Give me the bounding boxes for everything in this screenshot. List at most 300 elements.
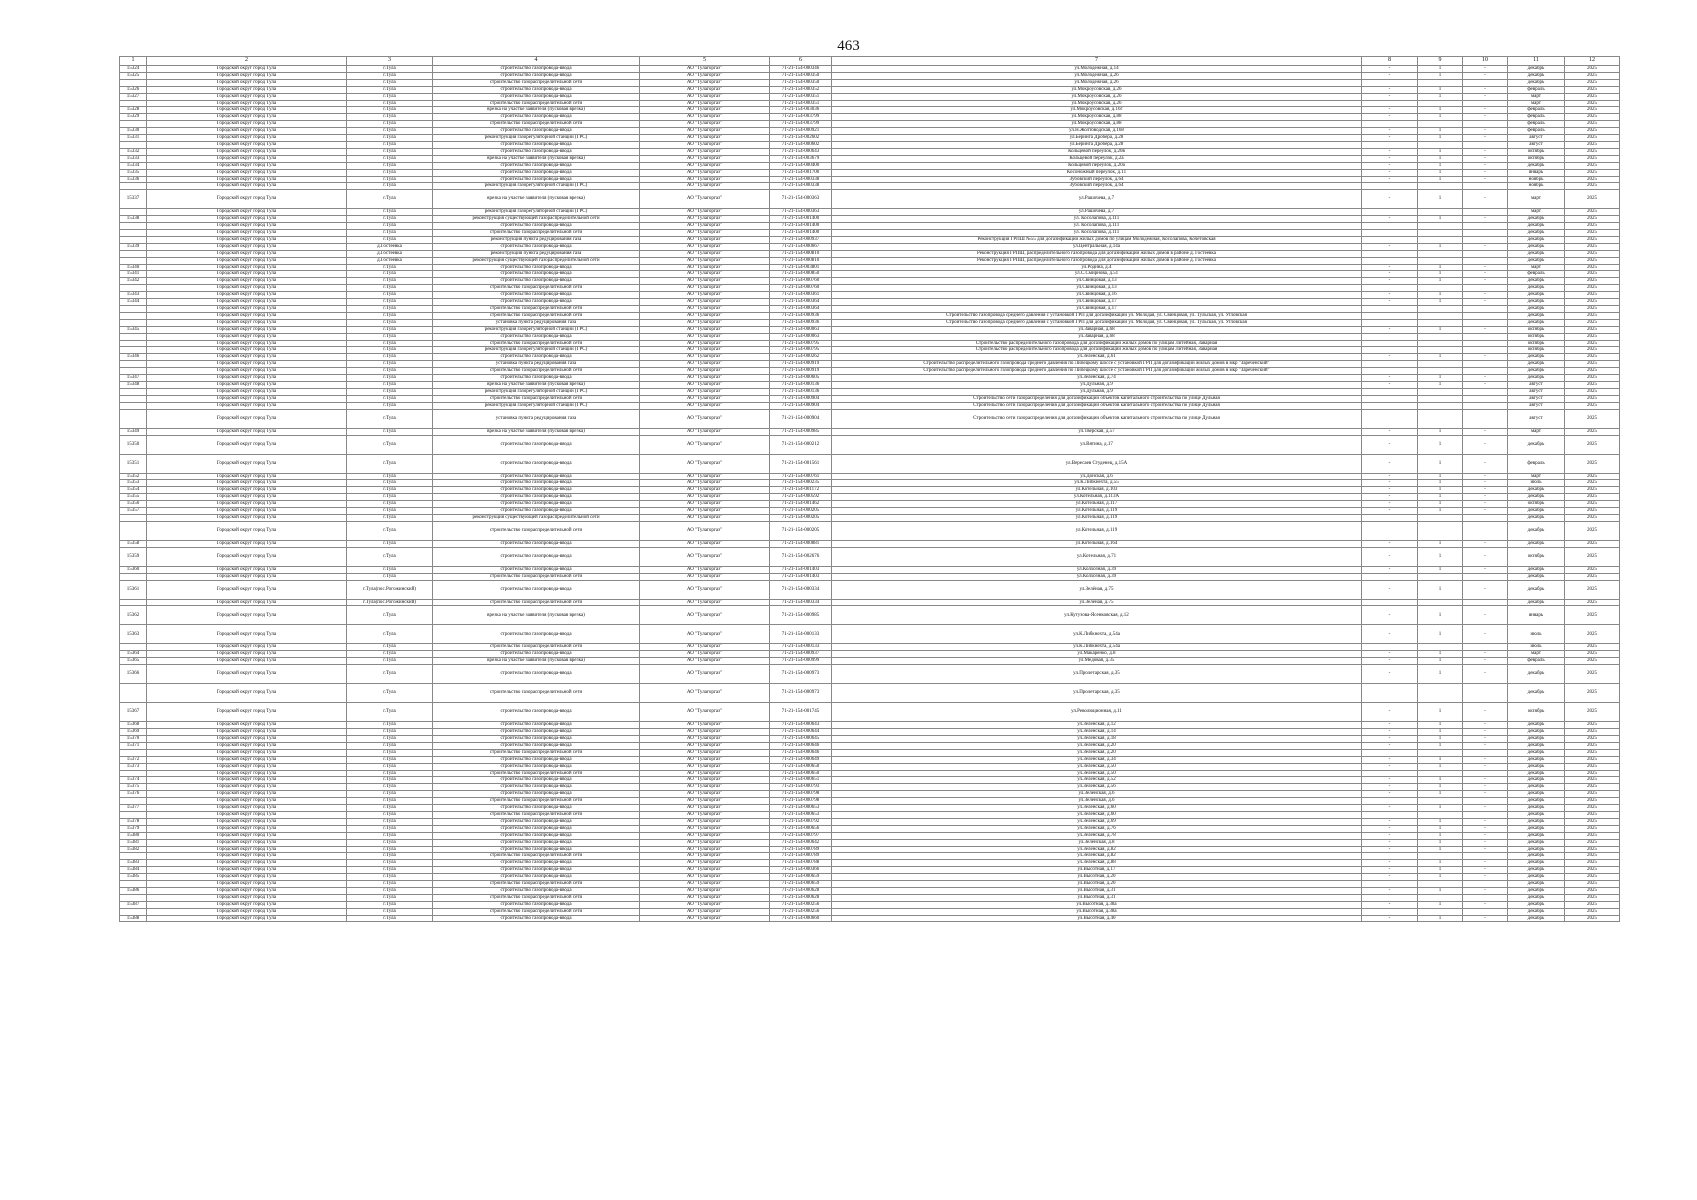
table-cell: строительство газопровода-ввода [433,278,640,285]
table-cell: Строительство распределительного газопровода для догазификации жилых домов по улицам Литейная, Заварная [832,347,1362,354]
table-cell: март [1508,264,1565,271]
table-cell: - [1362,107,1418,114]
table-cell: г.Тула [347,388,433,395]
table-cell: - [1463,763,1508,770]
table-cell: 71-21-154-000937 [770,236,832,243]
table-cell [1418,230,1463,237]
table-cell: декабрь [1508,763,1565,770]
table-cell: 71-21-154-000650 [770,763,832,770]
table-cell: Городской округ город Тула [147,278,347,285]
table-cell: март [1508,428,1565,435]
table-cell: - [1362,860,1418,867]
table-cell: декабрь [1508,250,1565,257]
table-cell: 1 [1418,494,1463,501]
table-cell: реконструкция газорегуляторной станции (ГРС) [433,135,640,142]
table-cell: АО "Тулагоргаз" [640,665,770,684]
table-cell: 1 [1418,625,1463,644]
table-cell: г.Тула [347,93,433,100]
table-cell: 1 [1418,107,1463,114]
table-cell: 71-21-154-000760 [770,278,832,285]
table-cell: строительство газораспределительной сети [433,644,640,651]
table-cell: г.Тула [347,375,433,382]
table-cell: октябрь [1508,501,1565,508]
table-cell: ул.Зеленская, д.76 [832,825,1362,832]
table-cell: г.Тула [347,223,433,230]
table-cell: строительство газопровода-ввода [433,169,640,176]
table-row [120,243,1620,250]
table-cell: г.Тула [347,162,433,169]
table-cell: декабрь [1508,684,1565,703]
table-cell [1463,340,1508,347]
table-cell: Городской округ город Тула [147,908,347,915]
table-cell: 71-21-154-000363 [770,209,832,216]
table-cell: 15351 [120,454,147,473]
table-row [120,388,1620,395]
table-cell: г.Тула [347,540,433,547]
table-cell: 15341 [120,271,147,278]
table-cell: ул.Кутузова-Ясенковская, д.12 [832,606,1362,625]
table-cell: 15381 [120,839,147,846]
table-cell: ул.Колхозная, д.39 [832,573,1362,580]
table-cell [1463,853,1508,860]
table-cell: 15362 [120,606,147,625]
table-row [120,784,1620,791]
table-cell: Городской округ город Тула [147,480,347,487]
table-cell: АО "Тулагоргаз" [640,435,770,454]
table-cell: 2025 [1565,409,1620,428]
table-row [120,881,1620,888]
table-cell: ул.Высотная, д.31 [832,887,1362,894]
table-cell: Городской округ город Тула [147,894,347,901]
table-cell: 1 [1418,508,1463,515]
table-cell: 15386 [120,887,147,894]
table-cell: г.Тула [347,395,433,402]
table-cell: строительство газопровода-ввода [433,354,640,361]
table-cell [1418,340,1463,347]
table-cell: 71-21-154-000936 [770,312,832,319]
table-cell: АО "Тулагоргаз" [640,644,770,651]
table-cell: АО "Тулагоргаз" [640,839,770,846]
table-cell [1362,894,1418,901]
table-cell: АО "Тулагоргаз" [640,684,770,703]
table-cell: 2025 [1565,190,1620,209]
table-cell [1362,521,1418,540]
table-cell [1418,395,1463,402]
table-cell: Городской округ город Тула [147,395,347,402]
table-cell: 15353 [120,480,147,487]
table-cell: 2025 [1565,402,1620,409]
table-cell: строительство газораспределительной сети [433,230,640,237]
table-cell: 2025 [1565,72,1620,79]
table-cell: г.Тула [347,825,433,832]
table-cell: декабрь [1508,361,1565,368]
table-cell: АО "Тулагоргаз" [640,79,770,86]
table-cell: строительство газопровода-ввода [433,66,640,73]
table-cell: 71-21-154-000667 [770,243,832,250]
table-cell: - [1463,722,1508,729]
table-cell: 2025 [1565,361,1620,368]
table-cell: строительство газораспределительной сети [433,811,640,818]
table-row [120,832,1620,839]
table-cell: 71-21-154-000136 [770,388,832,395]
table-cell: декабрь [1508,257,1565,264]
table-cell: строительство газораспределительной сети [433,521,640,540]
table-cell: 2025 [1565,135,1620,142]
table-cell: АО "Тулагоргаз" [640,487,770,494]
table-row [120,846,1620,853]
table-cell: ул.Зеленская, д.6 [832,798,1362,805]
table-cell: АО "Тулагоргаз" [640,100,770,107]
table-cell: г.Тула [347,742,433,749]
table-cell [120,79,147,86]
table-cell: декабрь [1508,853,1565,860]
table-cell: - [1463,176,1508,183]
table-cell: декабрь [1508,319,1565,326]
table-cell: - [1362,625,1418,644]
table-cell: АО "Тулагоргаз" [640,915,770,922]
table-cell: 1 [1418,547,1463,566]
table-cell: 2025 [1565,66,1620,73]
table-cell [1362,257,1418,264]
table-cell: ул.Зеленская, д.14 [832,729,1362,736]
table-cell: 1 [1418,860,1463,867]
table-cell: 71-21-154-000133 [770,625,832,644]
table-cell: г.Тула [347,867,433,874]
table-cell: - [1362,176,1418,183]
table-cell: - [1463,887,1508,894]
table-row [120,176,1620,183]
table-cell: Городской округ город Тула [147,881,347,888]
table-cell: - [1362,162,1418,169]
table-cell: - [1463,454,1508,473]
table-cell: ул.Зеленская, д.88 [832,860,1362,867]
table-row [120,894,1620,901]
table-cell: Городской округ город Тула [147,264,347,271]
table-cell: ул.Зеленская, д.60 [832,811,1362,818]
table-cell: Городской округ город Тула [147,354,347,361]
table-cell: Зубовский переулок, д.64 [832,176,1362,183]
table-cell: Городской округ город Тула [147,176,347,183]
table-cell: 71-21-154-000350 [770,79,832,86]
table-cell [1418,306,1463,313]
table-cell [1418,209,1463,216]
table-cell: строительство газопровода-ввода [433,665,640,684]
table-cell [120,250,147,257]
table-cell: - [1463,93,1508,100]
table-cell: Городской округ город Тула [147,487,347,494]
table-cell: АО "Тулагоргаз" [640,183,770,190]
table-cell: 2025 [1565,216,1620,223]
table-cell: 1 [1418,473,1463,480]
table-cell: 2025 [1565,480,1620,487]
table-cell: г.Тула [347,333,433,340]
table-row [120,742,1620,749]
table-cell: декабрь [1508,573,1565,580]
table-cell: 1 [1418,566,1463,573]
table-cell: - [1362,435,1418,454]
table-cell: ул.Котельная, д.164 [832,540,1362,547]
table-cell: 15376 [120,791,147,798]
table-cell: г.Тула [347,292,433,299]
table-cell: 1 [1418,162,1463,169]
table-row [120,361,1620,368]
table-cell: 71-21-154-000653 [770,805,832,812]
table-cell: 15382 [120,846,147,853]
table-cell: 71-21-154-000795 [770,340,832,347]
table-cell: строительство газораспределительной сети [433,121,640,128]
table-cell: 15352 [120,473,147,480]
table-cell: 2025 [1565,599,1620,606]
table-cell: декабрь [1508,599,1565,606]
table-cell: АО "Тулагоргаз" [640,333,770,340]
table-cell [1418,521,1463,540]
table-cell: 71-21-154-000649 [770,756,832,763]
table-cell [1362,770,1418,777]
table-row [120,798,1620,805]
table-cell: г.Тула [347,347,433,354]
table-cell: 2025 [1565,540,1620,547]
table-cell: строительство газопровода-ввода [433,72,640,79]
table-cell: ул.Зеленская, д.50 [832,770,1362,777]
table-cell: Городской округ город Тула [147,409,347,428]
table-cell [120,573,147,580]
table-cell: - [1463,381,1508,388]
table-cell [1463,514,1508,521]
table-cell: АО "Тулагоргаз" [640,811,770,818]
table-cell: г.Тула [347,573,433,580]
table-row [120,271,1620,278]
table-cell: июль [1508,480,1565,487]
table-cell: 15336 [120,176,147,183]
table-row [120,72,1620,79]
table-cell: ул. Косолапова, д.111 [832,230,1362,237]
table-cell: 1 [1418,454,1463,473]
table-cell: 71-21-154-000792 [770,818,832,825]
table-cell [1362,236,1418,243]
table-cell: строительство газопровода-ввода [433,93,640,100]
table-cell: декабрь [1508,811,1565,818]
table-cell: установка пункта редуцирования газа [433,409,640,428]
table-row [120,860,1620,867]
table-cell: строительство газопровода-ввода [433,777,640,784]
table-row [120,658,1620,665]
table-cell [1362,250,1418,257]
table-cell: Строительство распределительного газопровода среднего давления по Липецкому шоссе с установкой ГРП для догазификации жилых домов в мкр "Зареченский" [832,361,1362,368]
table-cell: строительство газораспределительной сети [433,395,640,402]
table-cell: - [1463,107,1508,114]
table-cell: Городской округ город Тула [147,722,347,729]
table-cell: ул.Н.Жолтоводская, д.168 [832,128,1362,135]
table-cell: - [1463,756,1508,763]
table-cell: 2025 [1565,312,1620,319]
table-cell: строительство газопровода-ввода [433,901,640,908]
column-header: 10 [1463,57,1508,66]
table-row [120,874,1620,881]
table-cell: 15342 [120,278,147,285]
table-cell [1362,285,1418,292]
table-cell: ул.К.Либкнехта, д.55 [832,480,1362,487]
table-cell: г.Тула [347,354,433,361]
table-cell: Городской округ город Тула [147,791,347,798]
table-row [120,825,1620,832]
table-cell: строительство газораспределительной сети [433,79,640,86]
table-cell: 2025 [1565,901,1620,908]
table-cell: - [1362,874,1418,881]
table-cell: строительство газопровода-ввода [433,333,640,340]
table-cell: г.Тула [347,66,433,73]
table-cell: декабрь [1508,908,1565,915]
table-cell: АО "Тулагоргаз" [640,66,770,73]
table-cell: 71-21-154-000881 [770,540,832,547]
table-cell: АО "Тулагоргаз" [640,770,770,777]
table-cell: г.Тула [347,271,433,278]
table-cell: АО "Тулагоргаз" [640,867,770,874]
table-row [120,508,1620,515]
table-cell: 71-21-154-001400 [770,216,832,223]
table-cell: 71-21-154-003036 [770,107,832,114]
table-cell: г.Тула [347,121,433,128]
table-cell: Городской округ город Тула [147,832,347,839]
table-cell: 71-21-154-000334 [770,580,832,599]
table-cell: декабрь [1508,770,1565,777]
table-cell: АО "Тулагоргаз" [640,72,770,79]
table-row [120,223,1620,230]
table-cell: Городской округ город Тула [147,347,347,354]
table-cell: декабрь [1508,285,1565,292]
table-cell [120,236,147,243]
table-cell: 1 [1418,722,1463,729]
table-cell: октябрь [1508,155,1565,162]
table-row [120,148,1620,155]
table-cell: 1 [1418,867,1463,874]
table-cell: Городской округ город Тула [147,599,347,606]
table-cell: - [1362,148,1418,155]
column-header: 3 [347,57,433,66]
table-cell: Городской округ город Тула [147,333,347,340]
table-cell: 71-21-154-000850 [770,271,832,278]
table-row [120,79,1620,86]
table-cell: ул.Беринга Дробера, д.28 [832,135,1362,142]
table-cell: декабрь [1508,777,1565,784]
table-cell [120,347,147,354]
table-cell: строительство газопровода-ввода [433,271,640,278]
table-cell [1362,368,1418,375]
table-cell: декабрь [1508,566,1565,573]
table-cell [1362,230,1418,237]
table-cell: декабрь [1508,487,1565,494]
table-cell: 1 [1418,580,1463,599]
table-cell: декабрь [1508,825,1565,832]
table-cell: Городской округ город Тула [147,162,347,169]
table-cell: 71-21-154-000798 [770,798,832,805]
table-cell: 71-21-154-003799 [770,121,832,128]
table-cell: ул.Вересаев Студенец, д.15А [832,454,1362,473]
table-cell: АО "Тулагоргаз" [640,209,770,216]
table-cell: врезка на участке заявителя (пусковая врезка) [433,107,640,114]
table-cell: строительство газопровода-ввода [433,832,640,839]
table-cell: 71-21-154-000400 [770,162,832,169]
table-cell: 71-21-154-000656 [770,825,832,832]
table-cell: декабрь [1508,243,1565,250]
table-cell: 2025 [1565,881,1620,888]
table-cell [1362,402,1418,409]
table-cell [1463,409,1508,428]
table-cell: 2025 [1565,742,1620,749]
table-row [120,644,1620,651]
table-cell: г.Тула [347,818,433,825]
table-cell: АО "Тулагоргаз" [640,784,770,791]
table-row [120,128,1620,135]
table-cell: АО "Тулагоргаз" [640,777,770,784]
table-cell: октябрь [1508,703,1565,722]
table-cell: январь [1508,169,1565,176]
table-row [120,791,1620,798]
table-cell: 15367 [120,703,147,722]
table-cell [1418,770,1463,777]
table-cell: ул.Мокроусовская, д.26 [832,100,1362,107]
table-cell: 2025 [1565,547,1620,566]
table-row [120,494,1620,501]
table-cell [1418,644,1463,651]
table-cell: - [1362,901,1418,908]
table-cell: строительство газопровода-ввода [433,846,640,853]
table-cell: - [1463,278,1508,285]
table-cell: 2025 [1565,148,1620,155]
table-cell: Городской округ город Тула [147,625,347,644]
table-row [120,501,1620,508]
table-cell: АО "Тулагоргаз" [640,825,770,832]
table-cell [1463,894,1508,901]
table-cell: 2025 [1565,887,1620,894]
table-cell: АО "Тулагоргаз" [640,361,770,368]
table-row [120,340,1620,347]
table-cell: строительство газопровода-ввода [433,494,640,501]
table-cell: АО "Тулагоргаз" [640,908,770,915]
table-row [120,514,1620,521]
table-cell: 1 [1418,784,1463,791]
table-cell: г.Тула [347,881,433,888]
table-cell: - [1362,777,1418,784]
table-cell: 1 [1418,354,1463,361]
table-cell [1463,100,1508,107]
table-cell: строительство газопровода-ввода [433,540,640,547]
table-cell [1362,306,1418,313]
table-cell: г.Тула [347,722,433,729]
table-cell: реконструкция существующей газораспределительной сети [433,514,640,521]
table-cell: - [1463,658,1508,665]
table-cell: строительство газопровода-ввода [433,473,640,480]
table-cell: 71-21-154-000937 [770,651,832,658]
table-cell: строительство газопровода-ввода [433,223,640,230]
table-cell: 15375 [120,784,147,791]
table-cell: 15379 [120,825,147,832]
table-cell: декабрь [1508,867,1565,874]
table-cell: - [1362,729,1418,736]
table-cell: Городской округ город Тула [147,901,347,908]
table-cell: ул.Свинцовая, д.13 [832,278,1362,285]
table-cell: ул.Беринга Дробера, д.28 [832,141,1362,148]
table-cell [1463,79,1508,86]
table-cell: ул.С.Смирнова, д.51 [832,271,1362,278]
table-cell: - [1463,501,1508,508]
table-body [120,66,1620,922]
table-cell: - [1362,580,1418,599]
table-cell: 2025 [1565,818,1620,825]
table-cell: АО "Тулагоргаз" [640,480,770,487]
table-row [120,599,1620,606]
table-cell: 71-21-154-000352 [770,86,832,93]
table-cell: 2025 [1565,454,1620,473]
